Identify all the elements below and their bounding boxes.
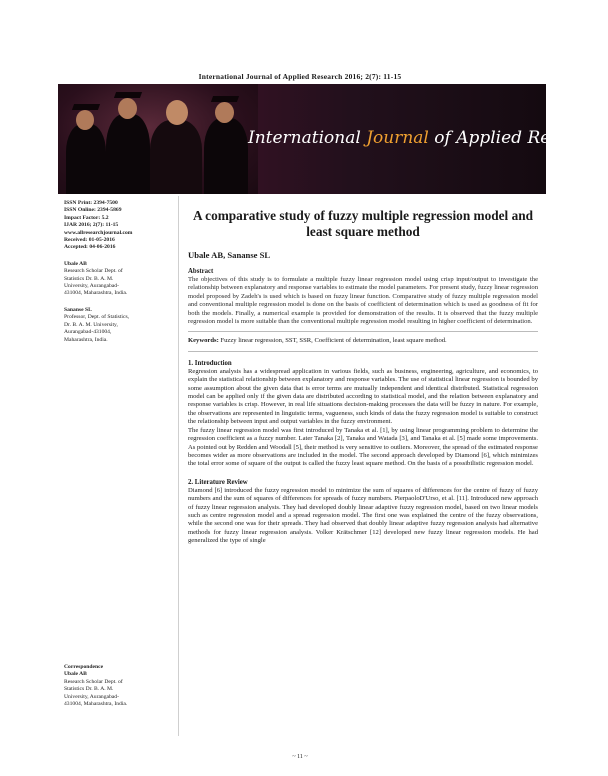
column-divider	[178, 196, 179, 736]
divider	[188, 331, 538, 332]
paragraph: Diamond [6] introduced the fuzzy regression model to minimize the sum of squares of differences for the centre of fuzzy of fuzzy numbers and the sum of squares of differences for spreads of fuzzy numbers. PierpaoloD'Urso, et al. [11]. Introduced new approach of fuzzy linear regression analysis. They had developed doubly linear adaptive fuzzy regression model, based on two linear models such as centre regression model and a spread regression model. The first one was explained the centre of the fuzzy observations, while the second one was for their spreads. They had observed that doubly linear adaptive fuzzy regression analysis had alternative methods for fuzzy linear regression analysis. Volker Krätschmer [12] developed new fuzzy linear regression models. He had generalized the type of single	[188, 486, 538, 545]
section-heading: 2. Literature Review	[188, 478, 248, 486]
keywords: Keywords: Fuzzy linear regression, SST, SSR, Coefficient of determination, least square method.	[188, 337, 447, 345]
abstract-text: The objectives of this study is to formulate a multiple fuzzy linear regression model using crisp input/output to investigate the relationship between explanatory and response variables to estimate the model parameters. For present study, fuzzy linear regression model proposed by Zadeh's is used which is based on fuzzy linear function. Comparative study of fuzzy multiple regression model and conventional multiple regression model is done on the basis of coefficient of determination which is used as goodness of fit for both the models. Finally, a numerical example is provided for demonstration of the results. It is observed that the fuzzy multiple regression model is more suitable than the conventional multiple regression model resulting in higher coefficient of determination.	[188, 276, 538, 326]
divider	[188, 351, 538, 352]
paper-authors: Ubale AB, Sananse SL	[188, 250, 271, 260]
journal-citation: International Journal of Applied Research 2016; 2(7): 11-15	[198, 72, 402, 81]
journal-banner	[58, 84, 608, 194]
page-number: ~ 11 ~	[292, 754, 308, 760]
correspondence-block: Correspondence Ubale AB Research Scholar Dept. of Statistics Dr. B. A. M. University, Aurangabad- 431004, Maharashtra, India.	[64, 664, 128, 708]
abstract-heading: Abstract	[188, 268, 214, 275]
section-heading: 1. Introduction	[188, 359, 232, 367]
banner-title: International Journal of Applied Research	[248, 128, 608, 148]
paragraph: The fuzzy linear regression model was first introduced by Tanaka et al. [1], by using linear programming problem to determine the regression coefficient as a fuzzy number. Later Tanaka [2], Tanaka and Watada [3], and Tanaka et al. [5] made some improvements. As pointed out by Redden and Woodall [5], their method is very sensitive to outliers. Moreover, the spread of the estimated response becomes wider as more observations are included in the model. The second approach developed by Diamond [6], which minimizes the total error some of square of the output is called the fuzzy least square method. On the basis of a possibilistic regression model.	[188, 426, 538, 468]
author-affiliation: Sananse SL Professor, Dept. of Statistics, Dr. B. A. M. University, Aurangabad-431004, Maharashtra, India.	[64, 306, 130, 343]
paragraph: Regression analysis has a widespread application in various fields, such as business, engineering, agriculture, and economics, to explain the statistical relationship between explanatory and response variables. The use of statistical linear regression is bounded by some assumption about the given data that is error terms are mutually independent and identical distributed. Statistical regression model can be applied only if the given data are distributed according to statistical model, and the relation between explanatory and response variables is crisp. However, in real life situations decision-making processes the data will be fuzzy in nature. For example, the observations are represented in linguistic terms, vagueness, such kinds of data the fuzzy regression model is suitable to construct the relationship between input and output variables in the fuzzy environment.	[188, 367, 538, 426]
article-body	[188, 208, 538, 546]
issn-meta: ISSN Print: 2394-7500 ISSN Online: 2394-5869 Impact Factor: 5.2 IJAR 2016; 2(7): 11-15 www.allresearchjournal.com Received: 01-05-2016 Accepted: 04-06-2016	[64, 200, 133, 251]
author-affiliation: Ubale AB Research Scholar Dept. of Statistics Dr. B. A. M. University, Aurangabad- 431004, Maharashtra, India.	[64, 260, 128, 297]
article-sidebar	[64, 200, 174, 344]
graduates-photo	[58, 84, 258, 194]
paper-title: A comparative study of fuzzy multiple regression model and least square method	[192, 208, 534, 239]
